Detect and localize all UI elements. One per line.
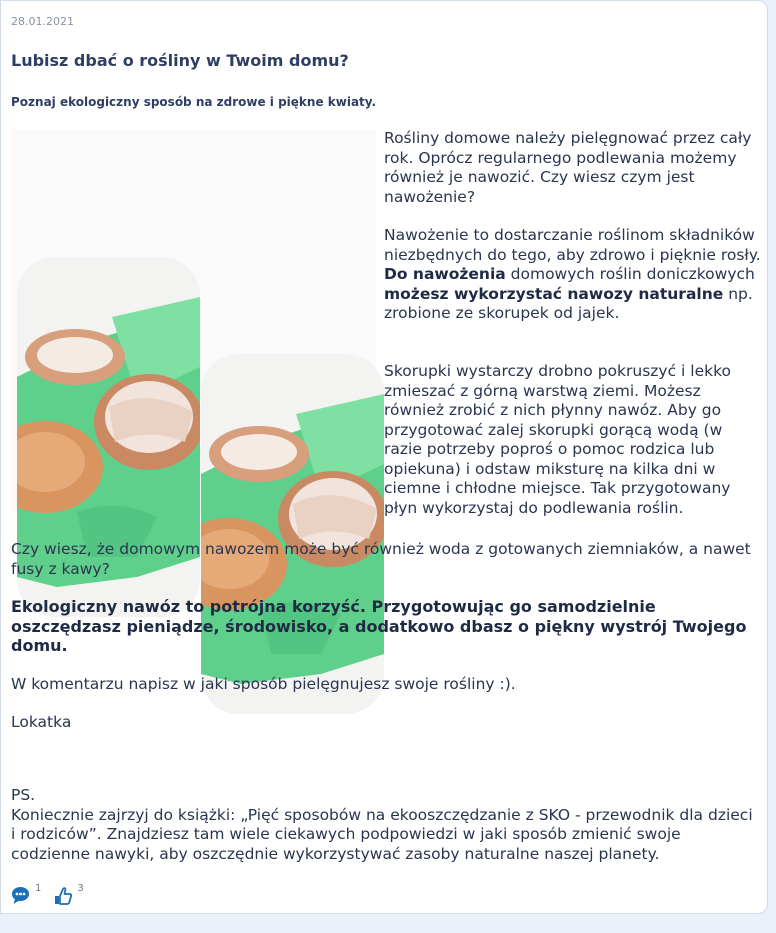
ps-text: Koniecznie zajrzyj do książki: „Pięć sposobów na ekooszczędzanie z SKO - przewodnik dla dzieci i rodziców”. Znajdziesz tam wiele ciekawych podpowiedzi w jaki sposób zmienić swoje codzienne nawyki, aby oszczędnie wykorzystywać zasoby naturalne naszej planety. (11, 805, 753, 863)
paragraph-fertilizing-text-c: np. zrobione ze skorupek od jajek. (384, 284, 753, 322)
paragraph-ps (11, 786, 761, 864)
ps-label: PS. (11, 786, 36, 804)
paragraph-fertilizing-text-b: domowych roślin doniczkowych (505, 265, 755, 283)
paragraph-other-fertilizers: Czy wiesz, że domowym nawozem może być również woda z gotowanych ziemniaków, a nawet fusy z kawy? (11, 540, 751, 578)
comments-count: 1 (35, 883, 42, 894)
paragraph-fertilizing-bold-a: Do nawożenia (384, 265, 506, 283)
likes-count: 3 (77, 883, 84, 894)
post-image (11, 129, 376, 512)
paragraph-benefits: Ekologiczny nawóz to potrójna korzyść. Przygotowując go samodzielnie oszczędzasz pieniądze, środowisko, a dodatkowo dbasz o piękny wystrój Twojego domu. (11, 597, 747, 655)
paragraph-fertilizing (384, 226, 762, 324)
thumbs-up-icon[interactable] (53, 885, 73, 905)
eggshell-photo-right (201, 354, 384, 714)
reactions-bar (11, 885, 92, 907)
paragraph-fertilizing-text-a: Nawożenie to dostarczanie roślinom składników niezbędnych do tego, aby zdrowo i pięknie rosły. (384, 226, 761, 264)
post-date: 28.01.2021 (11, 15, 74, 28)
paragraph-shells: Skorupki wystarczy drobno pokruszyć i lekko zmieszać z górną warstwą ziemi. Możesz również zrobić z nich płynny nawóz. Aby go przygotować zalej skorupki gorącą wodą (w razie potrzeby poproś o pomoc rodzica lub opiekuna) i odstaw miksturę na kilka dni w ciemne i chłodne miejsce. Tak przygotowany płyn wykorzystaj do podlewania roślin. (384, 362, 731, 517)
post-signature: Lokatka (11, 713, 72, 731)
post-title: Lubisz dbać o rośliny w Twoim domu? (11, 51, 349, 70)
paragraph-call-to-action: W komentarzu napisz w jaki sposób pielęgnujesz swoje rośliny :). (11, 675, 516, 693)
comment-bubble-icon[interactable] (11, 885, 31, 905)
paragraph-fertilizing-bold-b: możesz wykorzystać nawozy naturalne (384, 284, 724, 303)
paragraph-intro: Rośliny domowe należy pielęgnować przez cały rok. Oprócz regularnego podlewania możemy również je nawozić. Czy wiesz czym jest nawożenie? (384, 129, 752, 206)
post-subtitle: Poznaj ekologiczny sposób na zdrowe i piękne kwiaty. (11, 95, 377, 109)
